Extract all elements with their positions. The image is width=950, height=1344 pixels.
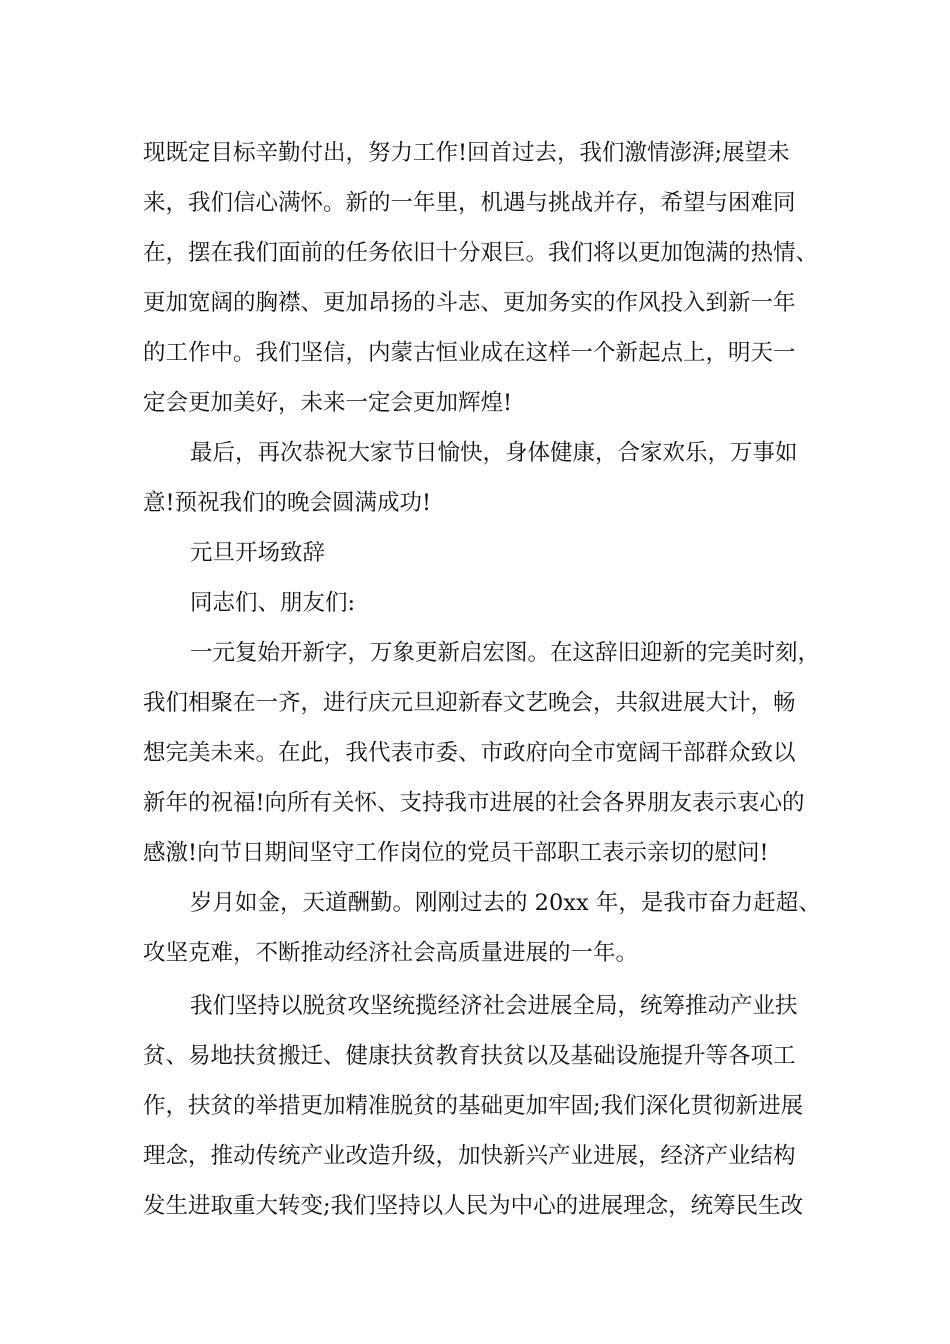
text-line: 一元复始开新字，万象更新启宏图。在这辞旧迎新的完美时刻，	[190, 640, 821, 666]
text-line: 在，摆在我们面前的任务依旧十分艰巨。我们将以更加饱满的热情、	[143, 240, 819, 266]
text-line: 想完美未来。在此，我代表市委、市政府向全市宽阔干部群众致以	[143, 740, 796, 766]
text-line: 攻坚克难，不断推动经济社会高质量进展的一年。	[143, 940, 639, 966]
text-line: 更加宽阔的胸襟、更加昂扬的斗志、更加务实的作风投入到新一年	[143, 290, 796, 316]
text-line: 最后，再次恭祝大家节日愉快，身体健康，合家欢乐，万事如	[190, 440, 798, 466]
salutation: 同志们、朋友们:	[190, 590, 356, 616]
text-line: 定会更加美好，未来一定会更加辉煌!	[143, 390, 513, 416]
document-body	[143, 128, 833, 1231]
text-line: 来，我们信心满怀。新的一年里，机遇与挑战并存，希望与困难同	[143, 190, 796, 216]
text-line: 现既定目标辛勤付出，努力工作!回首过去，我们激情澎湃;展望未	[143, 140, 790, 166]
text-line: 岁月如金，天道酬勤。刚刚过去的 20xx 年，是我市奋力赶超、	[190, 890, 821, 916]
text-line: 我们坚持以脱贫攻坚统揽经济社会进展全局，统筹推动产业扶	[190, 993, 798, 1019]
section-heading: 元旦开场致辞	[190, 540, 326, 566]
text-line: 新年的祝福!向所有关怀、支持我市进展的社会各界朋友表示衷心的	[143, 790, 805, 816]
text-line: 意!预祝我们的晚会圆满成功!	[143, 490, 432, 516]
text-line: 贫、易地扶贫搬迁、健康扶贫教育扶贫以及基础设施提升等各项工	[143, 1043, 796, 1069]
text-line: 理念，推动传统产业改造升级，加快新兴产业进展，经济产业结构	[143, 1143, 796, 1169]
text-line: 感激!向节日期间坚守工作岗位的党员干部职工表示亲切的慰问!	[143, 840, 769, 866]
text-line: 的工作中。我们坚信，内蒙古恒业成在这样一个新起点上，明天一	[143, 340, 796, 366]
text-line: 我们相聚在一齐，进行庆元旦迎新春文艺晚会，共叙进展大计，畅	[143, 690, 796, 716]
text-line: 作，扶贫的举措更加精准脱贫的基础更加牢固;我们深化贯彻新进展	[143, 1093, 804, 1119]
text-line: 发生进取重大转变;我们坚持以人民为中心的进展理念，统筹民生改	[143, 1193, 804, 1219]
